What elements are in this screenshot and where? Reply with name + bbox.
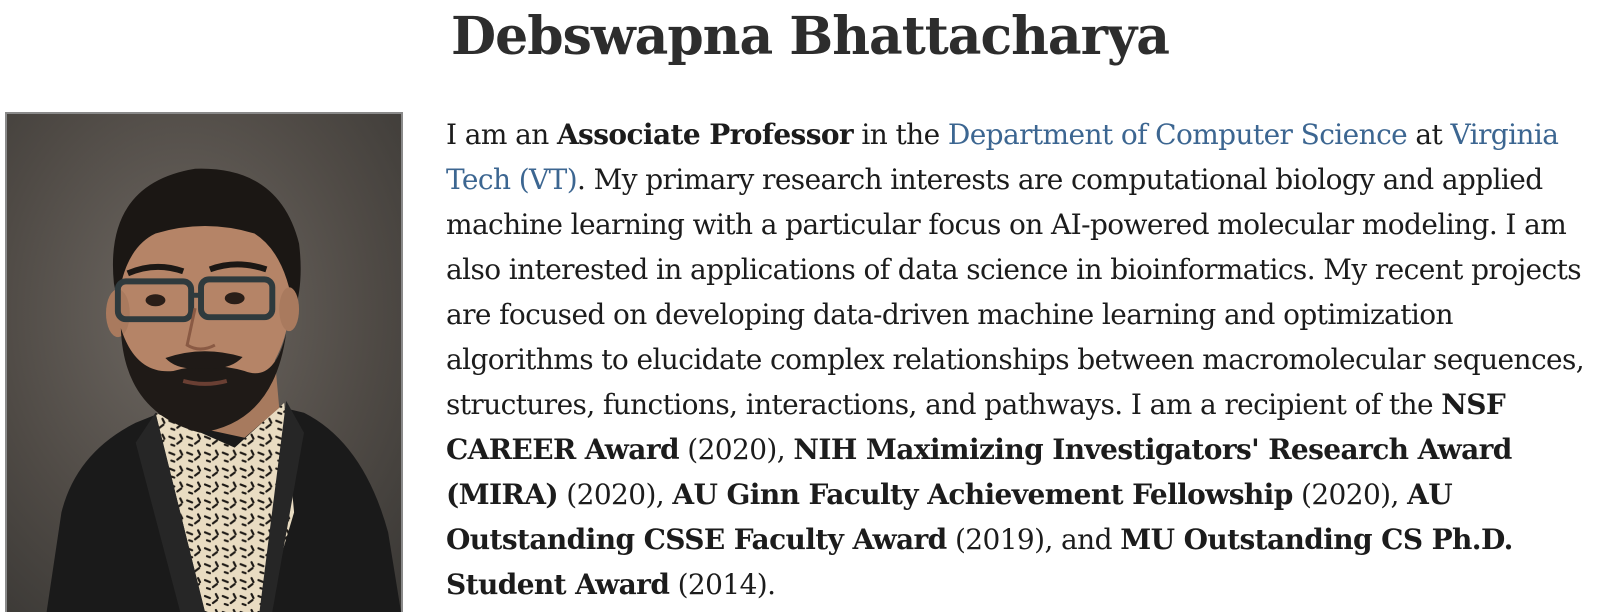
award-year: (2019), and — [946, 523, 1121, 556]
bio-text: . My primary research interests are computational biology and applied machine learning with a particular focus on AI-powered molecular modeling. I am also interested in applications of data science in bioinformatics. My recent projects are focused on developing data-driven machine learning and optimization algorithms to elucidate complex relationships between macromolecular sequences, structures, functions, interactions, and pathways. I am a recipient of the — [446, 163, 1585, 421]
award-nsf-career: NSF CAREER Award — [446, 388, 1506, 466]
page-title: Debswapna Bhattacharya — [451, 6, 1169, 67]
award-year: (2020), — [557, 478, 673, 511]
award-mu-student: MU Outstanding CS Ph.D. Student Award — [446, 523, 1513, 601]
bio-paragraph — [446, 112, 1606, 607]
award-year: (2020), — [1292, 478, 1408, 511]
bio-text: in the — [853, 118, 948, 151]
award-year: (2014). — [669, 568, 776, 601]
bio-text: at — [1407, 118, 1451, 151]
award-nih-mira: NIH Maximizing Investigators' Research Award (MIRA) — [446, 433, 1512, 511]
portrait-image — [7, 114, 401, 612]
university-link[interactable]: Virginia Tech (VT) — [446, 118, 1559, 196]
role-title: Associate Professor — [556, 118, 854, 151]
award-csse-faculty: AU Outstanding CSSE Faculty Award — [446, 478, 1453, 556]
award-year: (2020), — [678, 433, 794, 466]
award-ginn-fellowship: AU Ginn Faculty Achievement Fellowship — [672, 478, 1293, 511]
bio-text: I am an — [446, 118, 557, 151]
department-link[interactable]: Department of Computer Science — [947, 118, 1408, 151]
profile-photo — [5, 112, 403, 612]
